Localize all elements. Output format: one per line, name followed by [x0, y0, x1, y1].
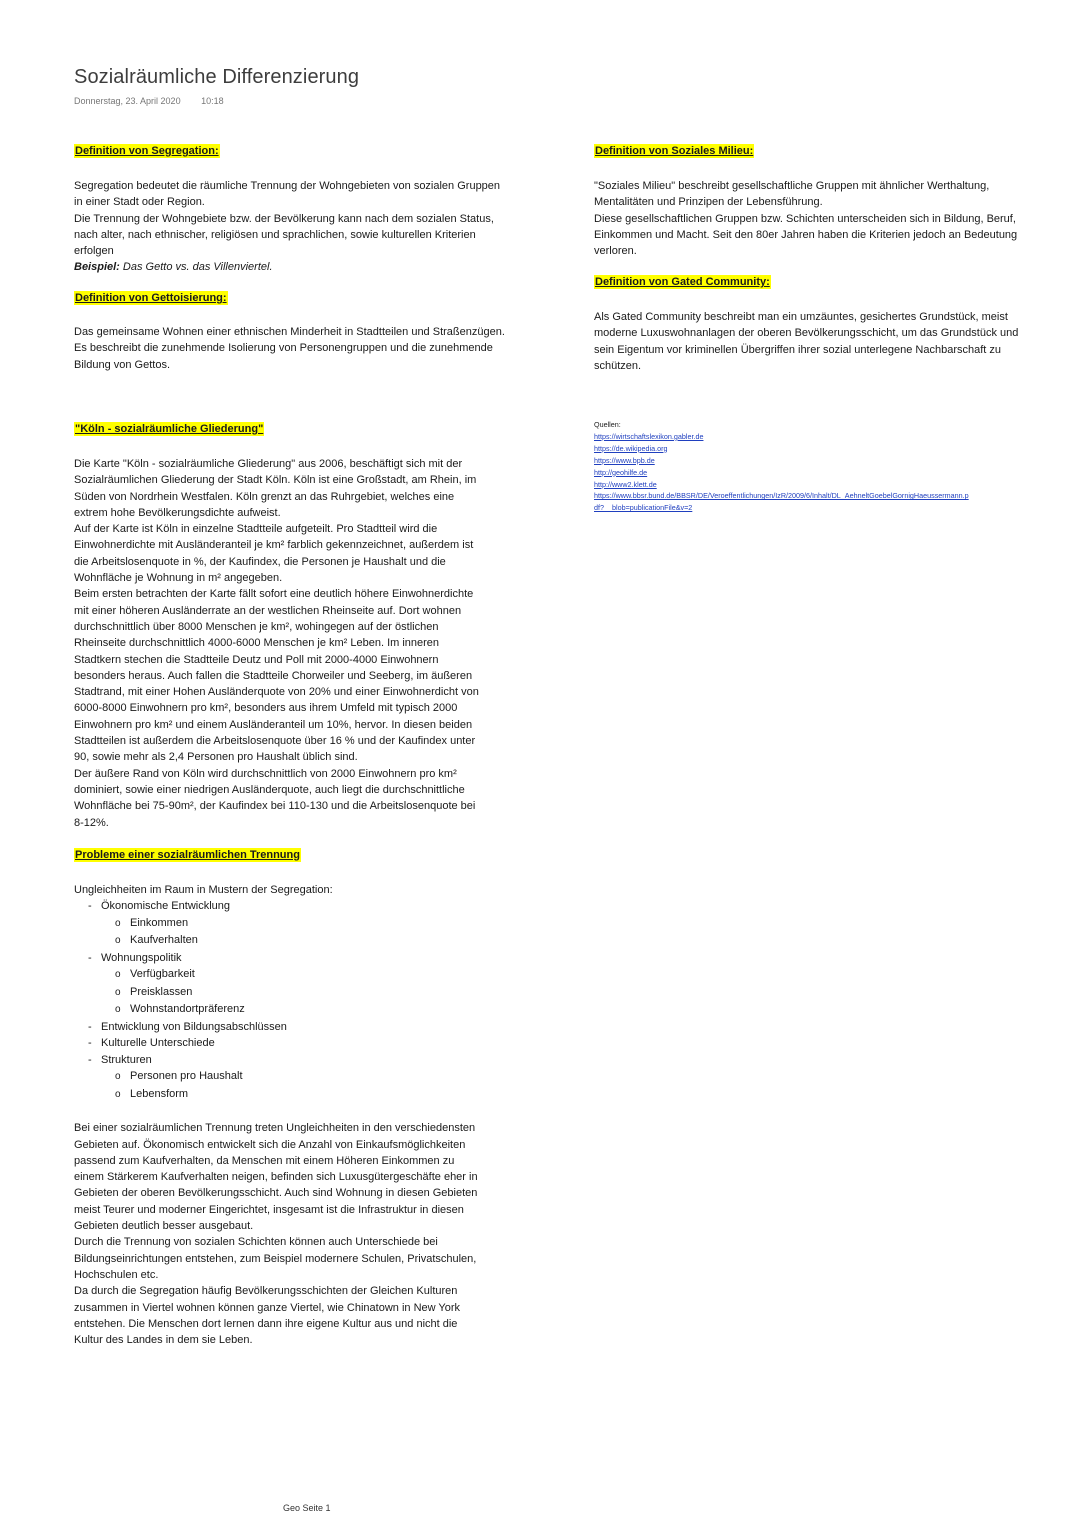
gated-section — [594, 272, 1074, 374]
list-item: - Entwicklung von Bildungsabschlüssen — [88, 1019, 564, 1036]
list-item: - Wohnungspolitik o Verfügbarkeit o Preisklassen o Wohnstandortpräferenz — [88, 950, 564, 1019]
page-meta — [74, 96, 224, 106]
example-label: Beispiel: — [74, 261, 120, 274]
gettoisierung-section — [74, 288, 564, 373]
page-time: 10:18 — [201, 96, 224, 106]
gated-heading: Definition von Gated Community: — [595, 276, 770, 288]
probleme-text: Bei einer sozialräumlichen Trennung treten Ungleichheiten in den verschiedensten Gebieten auf. Ökonomisch entwickelt sich die Anzahl von Einkaufsmöglichkeiten passend zum Kaufverhalten, da Menschen mit einem Höheren Einkommen zu einem Stärkerem Kaufverhalten neigen, befinden sich Luxusgütergeschäfte eher in Gebieten der oberen Bevölkerungsschicht. Auch sind Wohnung in diesen Gebieten meist Teurer und moderner Eingerichtet, insgesamt ist die Infrastruktur in diesen Gebieten deutlich besser ausgebaut. Durch die Trennung von sozialen Schichten können auch Unterschiede bei Bildungseinrichtungen entstehen, zum Beispiel modernere Schulen, Privatschulen, Hochschulen etc. Da durch die Segregation häufig Bevölkerungsschichten der Gleichen Kulturen zusammen in Viertel wohnen können ganze Viertel, wie Chinatown in New York entstehen. Die Menschen dort lernen dann ihre eigene Kultur aus und nicht die Kultur des Landes in dem sie Leben. — [74, 1122, 478, 1347]
example-text: Das Getto vs. das Villenviertel. — [119, 261, 273, 274]
gated-text: Als Gated Community beschreibt man ein umzäuntes, gesichertes Grundstück, meist moderne Luxuswohnanlagen der oberen Bevölkerungsschicht, um das Grundstück und sein Eigentum vor kriminellen Übergriffen ihrer sozial unterlegene Nachbarschaft zu schützen. — [594, 311, 1019, 372]
gettoisierung-text: Das gemeinsame Wohnen einer ethnischen Minderheit in Stadtteilen und Straßenzügen. Es beschreibt die zunehmende Isolierung von Personengruppen und die zunehmende Bildung von Gettos. — [74, 326, 505, 371]
source-link[interactable]: https://www.bpb.de — [594, 455, 655, 465]
koeln-heading: "Köln - sozialräumliche Gliederung" — [75, 423, 264, 435]
probleme-section — [74, 845, 564, 1348]
koeln-text: Die Karte "Köln - sozialräumliche Gliederung" aus 2006, beschäftigt sich mit der Sozialräumlichen Gliederung der Stadt Köln. Köln ist eine Großstadt, am Rhein, im Süden von Nordrhein Westfalen. Köln grenzt an das Ruhrgebiet, welches eine extrem hohe Bevölkerungsdichte aufweist. Auf der Karte ist Köln in einzelne Stadtteile aufgeteilt. Pro Stadtteil wird die Einwohnerdichte mit Ausländeranteil je km² farblich gekennzeichnet, außerdem ist die Arbeitslosenquote in %, der Kaufindex, die Personen je Haushalt und die Wohnfläche je Wohnung in m² angegeben. Beim ersten betrachten der Karte fällt sofort eine deutlich höhere Einwohnerdichte mit einer höheren Ausländerrate an der westlichen Rheinseite auf. Dort wohnen durchschnittlich über 8000 Menschen je km², wohingegen auf der östlichen Rheinseite durchschnittlich 4000-6000 Menschen je km² Leben. Im inneren Stadtkern stechen die Stadtteile Deutz und Poll mit 2000-4000 Einwohnern besonders heraus. Auch fallen die Stadtteile Chorweiler und Seeberg, im äußeren Stadtrand, mit einer Hohen Ausländerquote von 20% und einer Einwohnerdicht von 6000-8000 Einwohnern pro km², besonders aus ihrem Umfeld mit typisch 2000 Einwohnern pro km² und einem Ausländeranteil um 10%, hervor. In diesen beiden Stadtteilen ist außerdem die Arbeitslosenquote über 16 % und der Kaufindex unter 90, sowie mehr als 2,4 Personen pro Haushalt üblich sind. Der äußere Rand von Köln wird durchschnittlich von 2000 Einwohnern pro km² dominiert, sowie einer niedrigen Ausländerquote, auch liegt die durchschnittliche Wohnfläche bei 75-90m², der Kaufindex bei 110-130 und die Arbeitslosenquote bei 8-12%. — [74, 458, 479, 829]
source-link[interactable]: https://www.bbsr.bund.de/BBSR/DE/Veroeffentlichungen/IzR/2009/6/Inhalt/DL_AehneltGoebelGornigHaeussermann.p — [594, 491, 969, 501]
source-link[interactable]: http://geohilfe.de — [594, 467, 648, 477]
source-link[interactable]: df?__blob=publicationFile&v=2 — [594, 503, 693, 513]
segregation-section — [74, 141, 564, 276]
sub-list-item: o Einkommen — [115, 915, 564, 933]
source-link[interactable]: https://wirtschaftslexikon.gabler.de — [594, 431, 704, 441]
koeln-section — [74, 419, 564, 831]
milieu-text: "Soziales Milieu" beschreibt gesellschaftliche Gruppen mit ähnlicher Werthaltung, Mentalitäten und Prinzipen der Lebensführung. Diese gesellschaftlichen Gruppen bzw. Schichten unterscheiden sich in Bildung, Beruf, Einkommen und Macht. Seit den 80er Jahren haben die Kriterien jedoch an Bedeutung verloren. — [594, 180, 1018, 258]
page-footer: Geo Seite 1 — [283, 1503, 331, 1513]
page-date: Donnerstag, 23. April 2020 — [74, 96, 181, 106]
segregation-example — [74, 259, 564, 275]
segregation-heading: Definition von Segregation: — [75, 145, 219, 157]
gettoisierung-heading: Definition von Gettoisierung: — [75, 292, 227, 304]
sub-list — [88, 915, 564, 950]
sub-list — [88, 966, 564, 1019]
page-title: Sozialräumliche Differenzierung — [74, 66, 360, 88]
sub-list-item: o Lebensform — [115, 1086, 564, 1104]
milieu-heading: Definition von Soziales Milieu: — [595, 145, 754, 157]
source-link[interactable]: https://de.wikipedia.org — [594, 443, 668, 453]
probleme-heading: Probleme einer sozialräumlichen Trennung — [75, 849, 300, 861]
list-item: - Ökonomische Entwicklung o Einkommen o Kaufverhalten — [88, 898, 564, 950]
sub-list-item: o Kaufverhalten — [115, 932, 564, 950]
sub-list-item: o Preisklassen — [115, 984, 564, 1002]
sub-list-item: o Personen pro Haushalt — [115, 1068, 564, 1086]
segregation-text: Segregation bedeutet die räumliche Trennung der Wohngebieten von sozialen Gruppen in einer Stadt oder Region. Die Trennung der Wohngebiete bzw. der Bevölkerung kann nach dem sozialen Status, nach alter, nach ethnischer, religiösen und sprachlichen, sowie kulturellen Kriterien erfolgen — [74, 180, 501, 258]
milieu-section — [594, 141, 1074, 259]
list-item: - Kulturelle Unterschiede — [88, 1035, 564, 1052]
source-link[interactable]: http://www2.klett.de — [594, 479, 657, 489]
sources-section — [594, 419, 1074, 514]
probleme-list — [74, 898, 564, 1103]
sub-list-item: o Wohnstandortpräferenz — [115, 1001, 564, 1019]
list-item: - Strukturen o Personen pro Haushalt o Lebensform — [88, 1052, 564, 1104]
sub-list-item: o Verfügbarkeit — [115, 966, 564, 984]
probleme-intro: Ungleichheiten im Raum in Mustern der Segregation: — [74, 884, 333, 896]
sources-label: Quellen: — [594, 420, 621, 429]
sub-list — [88, 1068, 564, 1103]
